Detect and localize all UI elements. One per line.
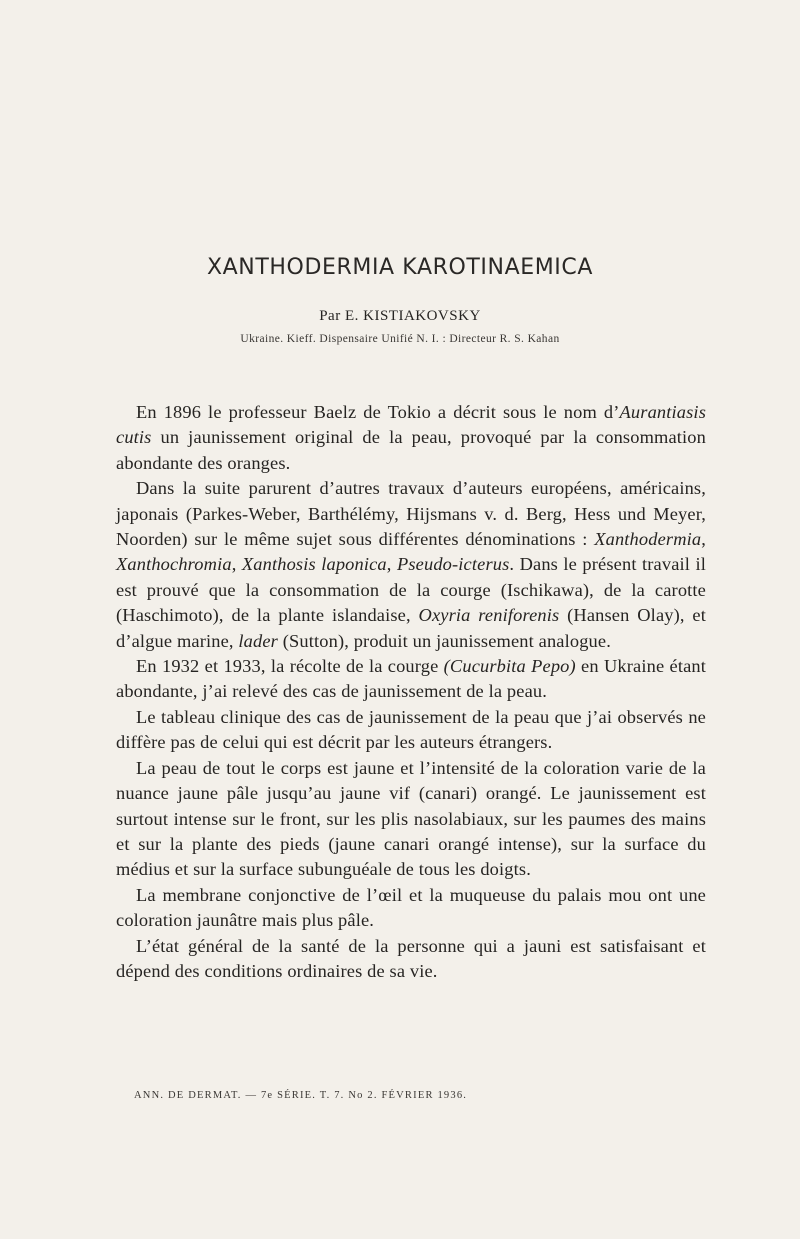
italic-term: lader <box>238 630 278 651</box>
text-run: . Dans le présent travail il est prouvé que la consommation de la courge (Ischikawa), de la carotte (Haschimoto), de la plante islandaise, <box>116 554 706 626</box>
text-run: En 1932 et 1933, la récolte de la courge <box>136 656 444 677</box>
italic-term: Xanthochromia <box>116 554 232 575</box>
paragraph-5: La peau de tout le corps est jaune et l’intensité de la coloration varie de la nuance jaune pâle jusqu’au jaune vif (canari) orangé. Le jaunissement est surtout intense sur le front, sur les plis nasolabiaux, sur les paumes des mains et sur la plante des pieds (jaune canari orangé intense), sur la surface du médius et sur la surface subunguéale de tous les doigts. <box>116 757 706 880</box>
text-run: en Ukraine étant abondante, j’ai relevé des cas de jaunissement de la peau. <box>116 656 707 702</box>
text-run: En 1896 le professeur Baelz de Tokio a décrit sous le nom d’ <box>136 402 620 422</box>
italic-term: Xanthosis laponica <box>241 554 387 575</box>
italic-term: Aurantiasis cutis <box>116 402 706 448</box>
text-run: , <box>386 554 397 575</box>
paragraph-1 <box>116 400 706 476</box>
affiliation-line: Ukraine. Kieff. Dispensaire Unifié N. I. : Directeur R. S. Kahan <box>240 333 560 345</box>
article-title: XANTHODERMIA KAROTINAEMICA <box>206 254 594 280</box>
text-run: (Sutton), produit un jaunissement analogue. <box>277 630 611 651</box>
paragraph-7: L’état général de la santé de la personne qui a jauni est satisfaisant et dépend des conditions ordinaires de sa vie. <box>116 935 706 981</box>
journal-citation: ANN. DE DERMAT. — 7e SÉRIE. T. 7. No 2. FÉVRIER 1936. <box>134 1090 468 1101</box>
text-run: un jaunissement original de la peau, provoqué par la consommation abondante des oranges. <box>116 427 706 473</box>
text-run: , <box>701 529 706 550</box>
paragraph-6: La membrane conjonctive de l’œil et la muqueuse du palais mou ont une coloration jaunâtre mais plus pâle. <box>116 884 706 931</box>
text-run: , <box>231 554 242 575</box>
italic-term: Pseudo-icterus <box>396 554 510 575</box>
text-run: Dans la suite parurent d’autres travaux d’auteurs européens, américains, japonais (Parkes-Weber, Barthélémy, Hijsmans v. d. Berg, Hess und Meyer, Noorden) sur le même sujet sous différentes dénominations : <box>116 478 706 550</box>
paragraph-4: Le tableau clinique des cas de jaunissement de la peau que j’ai observés ne diffère pas de celui qui est décrit par les auteurs étrangers. <box>116 706 706 753</box>
italic-term: Xanthodermia <box>594 529 702 550</box>
italic-term: Oxyria reniforenis <box>418 605 560 626</box>
author-line: Par E. KISTIAKOVSKY <box>319 308 481 324</box>
text-run: (Hansen Olay), et d’algue marine, <box>116 605 706 651</box>
article-body <box>116 400 706 984</box>
paragraph-3 <box>116 654 706 705</box>
italic-term: (Cucurbita Pepo) <box>443 656 576 677</box>
paragraph-2 <box>116 476 706 654</box>
